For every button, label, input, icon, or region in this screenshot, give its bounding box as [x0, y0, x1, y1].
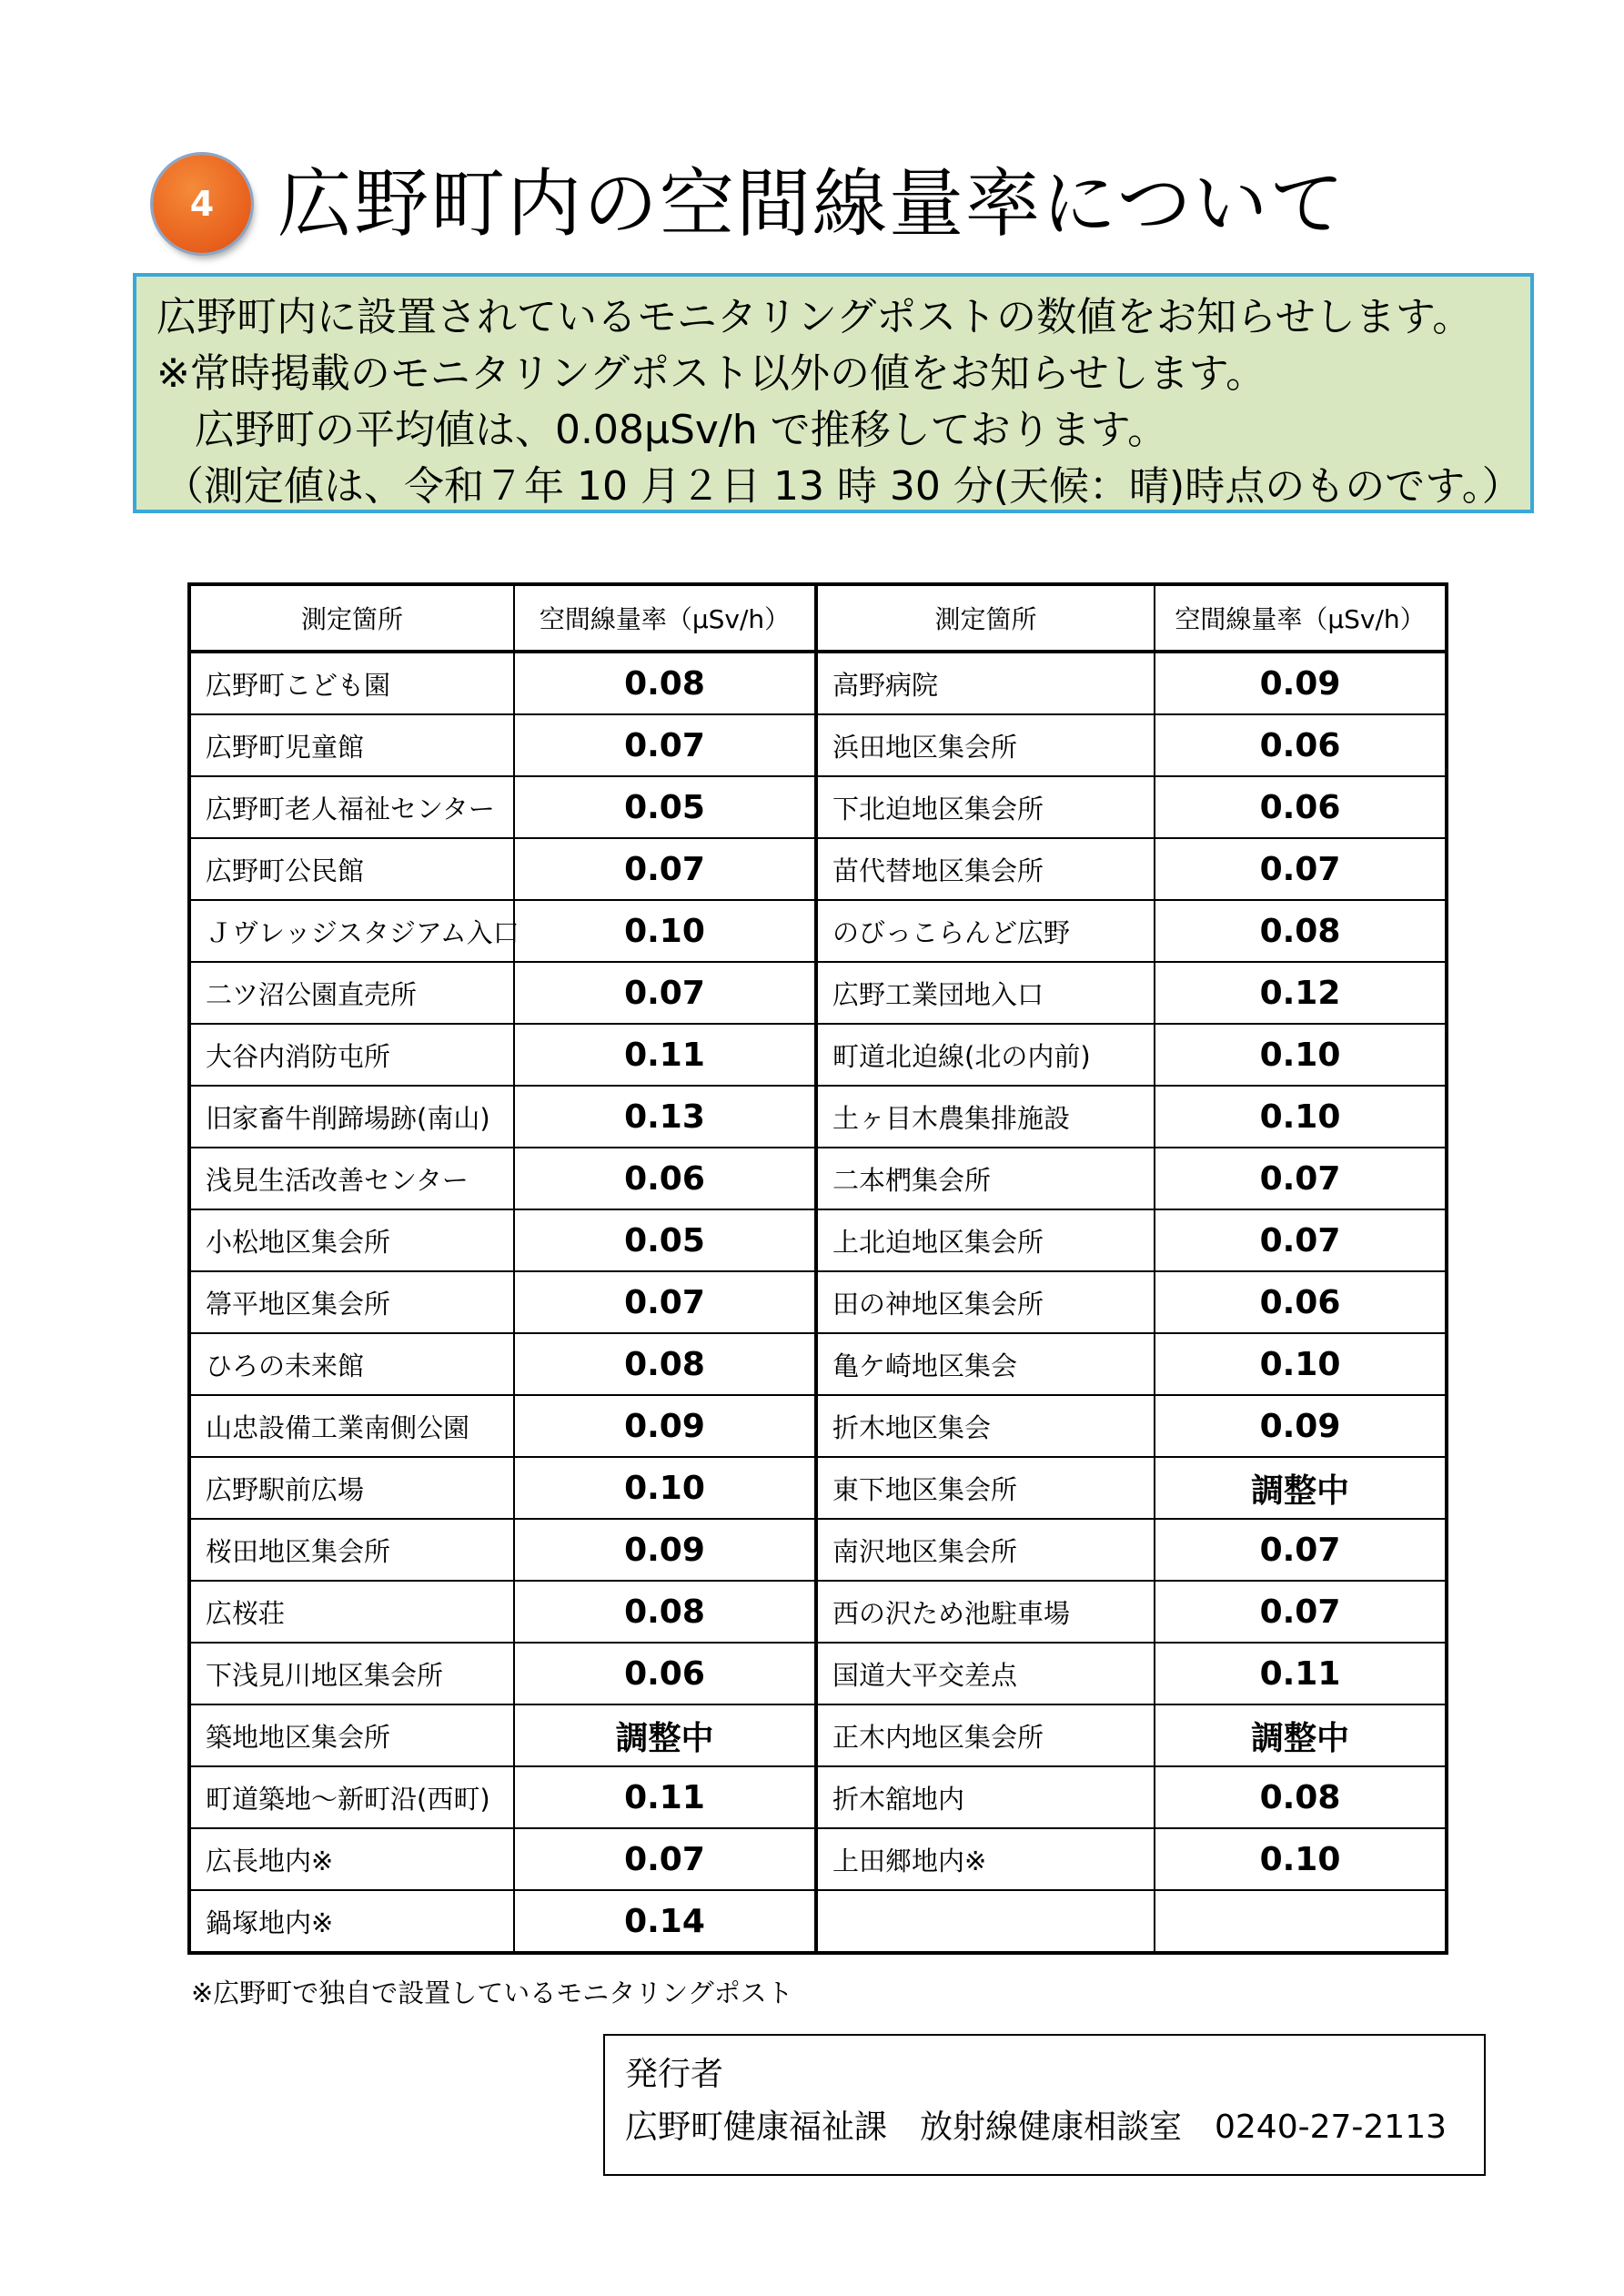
notice-box [133, 273, 1534, 513]
location-name-right: 折木地区集会 [816, 1395, 1155, 1457]
location-name-left: 広野駅前広場 [189, 1457, 514, 1519]
table-row [189, 1643, 1447, 1704]
rate-value-left: 0.07 [514, 1828, 816, 1890]
rate-value-right: 0.07 [1155, 838, 1447, 900]
location-name-right [816, 1890, 1155, 1953]
table-row [189, 1148, 1447, 1209]
publisher-box [603, 2034, 1486, 2176]
header-location-right: 測定箇所 [816, 584, 1155, 652]
rate-value-left: 0.08 [514, 652, 816, 714]
rate-value-left: 0.10 [514, 1457, 816, 1519]
header-rate-left: 空間線量率（μSv/h） [514, 584, 816, 652]
location-name-right: 広野工業団地入口 [816, 962, 1155, 1024]
location-name-left: 桜田地区集会所 [189, 1519, 514, 1581]
table-row [189, 1209, 1447, 1271]
rate-value-right [1155, 1890, 1447, 1953]
rate-value-left: 0.13 [514, 1086, 816, 1148]
publisher-contact: 広野町健康福祉課 放射線健康相談室 0240-27-2113 [625, 2109, 1447, 2146]
location-name-left: ひろの未来館 [189, 1333, 514, 1395]
table-row [189, 1519, 1447, 1581]
table-row [189, 1395, 1447, 1457]
table-row [189, 1457, 1447, 1519]
location-name-left: 広野町公民館 [189, 838, 514, 900]
location-name-left: 広野町こども園 [189, 652, 514, 714]
rate-value-right: 0.09 [1155, 652, 1447, 714]
location-name-left: 広野町老人福祉センター [189, 776, 514, 838]
notice-line-3: 広野町の平均値は、0.08μSv/h で推移しております。 [195, 407, 1168, 453]
table-row [189, 1024, 1447, 1086]
rate-value-right: 0.10 [1155, 1333, 1447, 1395]
location-name-left: 小松地区集会所 [189, 1209, 514, 1271]
table-row [189, 652, 1447, 714]
notice-line-2: ※常時掲載のモニタリングポスト以外の値をお知らせします。 [156, 350, 1266, 397]
table-row [189, 1333, 1447, 1395]
rate-value-right: 0.08 [1155, 1766, 1447, 1828]
location-name-right: 土ヶ目木農集排施設 [816, 1086, 1155, 1148]
location-name-right: 苗代替地区集会所 [816, 838, 1155, 900]
location-name-right: のびっこらんど広野 [816, 900, 1155, 962]
location-name-left: 山忠設備工業南側公園 [189, 1395, 514, 1457]
page-title: 広野町内の空間線量率について [277, 161, 1347, 248]
header-rate-right: 空間線量率（μSv/h） [1155, 584, 1447, 652]
location-name-left: 浅見生活改善センター [189, 1148, 514, 1209]
location-name-right: 西の沢ため池駐車場 [816, 1581, 1155, 1643]
rate-value-left: 0.09 [514, 1395, 816, 1457]
rate-value-right: 0.10 [1155, 1828, 1447, 1890]
rate-value-right: 0.09 [1155, 1395, 1447, 1457]
rate-value-left: 0.05 [514, 776, 816, 838]
rate-value-right: 0.10 [1155, 1024, 1447, 1086]
footnote: ※広野町で独自で設置しているモニタリングポスト [191, 1977, 793, 2008]
table-row [189, 838, 1447, 900]
location-name-right: 折木舘地内 [816, 1766, 1155, 1828]
table-row [189, 1766, 1447, 1828]
location-name-left: 箒平地区集会所 [189, 1271, 514, 1333]
publisher-label: 発行者 [625, 2056, 724, 2093]
table-row [189, 1086, 1447, 1148]
rate-value-right: 0.07 [1155, 1519, 1447, 1581]
location-name-right: 国道大平交差点 [816, 1643, 1155, 1704]
table-row [189, 776, 1447, 838]
location-name-left: 築地地区集会所 [189, 1704, 514, 1766]
table-row [189, 962, 1447, 1024]
table-row [189, 1828, 1447, 1890]
section-number-badge [153, 155, 251, 253]
table-row [189, 1271, 1447, 1333]
rate-value-right: 0.06 [1155, 1271, 1447, 1333]
location-name-right: 下北迫地区集会所 [816, 776, 1155, 838]
location-name-right: 田の神地区集会所 [816, 1271, 1155, 1333]
rate-value-right: 0.07 [1155, 1148, 1447, 1209]
rate-value-right: 0.08 [1155, 900, 1447, 962]
section-number: 4 [189, 184, 215, 224]
location-name-right: 南沢地区集会所 [816, 1519, 1155, 1581]
rate-value-left: 0.06 [514, 1643, 816, 1704]
rate-value-left: 0.07 [514, 1271, 816, 1333]
notice-line-4: （測定値は、令和７年 10 月２日 13 時 30 分(天候：晴)時点のものです。） [164, 463, 1522, 510]
rate-value-right: 0.12 [1155, 962, 1447, 1024]
table-row [189, 714, 1447, 776]
table-row [189, 1890, 1447, 1953]
location-name-left: 町道築地～新町沿(西町) [189, 1766, 514, 1828]
location-name-right: 亀ケ崎地区集会 [816, 1333, 1155, 1395]
location-name-right: 浜田地区集会所 [816, 714, 1155, 776]
location-name-right: 上北迫地区集会所 [816, 1209, 1155, 1271]
location-name-left: 鍋塚地内※ [189, 1890, 514, 1953]
rate-value-left: 0.07 [514, 962, 816, 1024]
rate-value-left: 0.11 [514, 1024, 816, 1086]
location-name-right: 高野病院 [816, 652, 1155, 714]
rate-value-left: 調整中 [514, 1704, 816, 1766]
location-name-left: 広野町児童館 [189, 714, 514, 776]
rate-value-left: 0.09 [514, 1519, 816, 1581]
location-name-left: 広長地内※ [189, 1828, 514, 1890]
location-name-right: 二本椚集会所 [816, 1148, 1155, 1209]
rate-value-left: 0.05 [514, 1209, 816, 1271]
rate-value-left: 0.11 [514, 1766, 816, 1828]
rate-value-left: 0.14 [514, 1890, 816, 1953]
location-name-left: 下浅見川地区集会所 [189, 1643, 514, 1704]
location-name-left: 大谷内消防屯所 [189, 1024, 514, 1086]
rate-value-right: 0.07 [1155, 1581, 1447, 1643]
rate-value-left: 0.06 [514, 1148, 816, 1209]
notice-line-1: 広野町内に設置されているモニタリングポストの数値をお知らせします。 [156, 294, 1473, 340]
rate-value-right: 0.07 [1155, 1209, 1447, 1271]
rate-value-left: 0.07 [514, 838, 816, 900]
table-row [189, 1581, 1447, 1643]
rate-value-right: 0.06 [1155, 776, 1447, 838]
rate-value-left: 0.10 [514, 900, 816, 962]
location-name-right: 上田郷地内※ [816, 1828, 1155, 1890]
table-row [189, 1704, 1447, 1766]
header-location-left: 測定箇所 [189, 584, 514, 652]
rate-value-left: 0.08 [514, 1581, 816, 1643]
location-name-right: 町道北迫線(北の内前) [816, 1024, 1155, 1086]
radiation-rate-table [187, 582, 1448, 1955]
rate-value-right: 0.10 [1155, 1086, 1447, 1148]
table-row [189, 900, 1447, 962]
location-name-right: 東下地区集会所 [816, 1457, 1155, 1519]
table-header-row [189, 584, 1447, 652]
rate-value-right: 0.11 [1155, 1643, 1447, 1704]
rate-value-right: 0.06 [1155, 714, 1447, 776]
rate-value-left: 0.07 [514, 714, 816, 776]
location-name-left: 二ツ沼公園直売所 [189, 962, 514, 1024]
location-name-left: 広桜荘 [189, 1581, 514, 1643]
location-name-right: 正木内地区集会所 [816, 1704, 1155, 1766]
rate-value-left: 0.08 [514, 1333, 816, 1395]
rate-value-right: 調整中 [1155, 1704, 1447, 1766]
rate-value-right: 調整中 [1155, 1457, 1447, 1519]
location-name-left: Ｊヴレッジスタジアム入口 [189, 900, 514, 962]
location-name-left: 旧家畜牛削蹄場跡(南山) [189, 1086, 514, 1148]
